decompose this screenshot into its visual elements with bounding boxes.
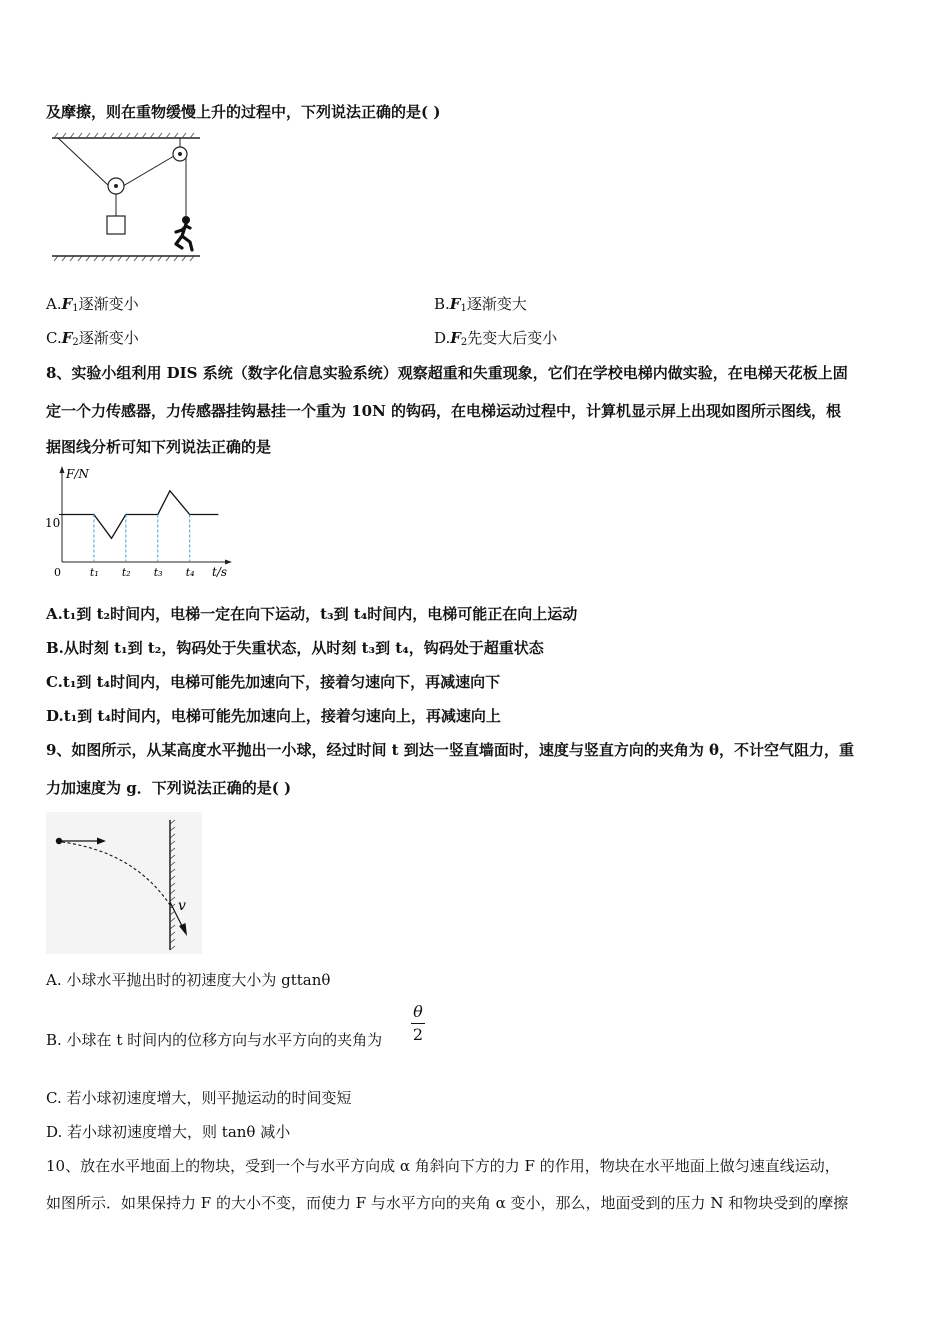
q8-option-c[interactable]: C.t₁到 t₄时间内，电梯可能先加速向下，接着匀速向下，再减速向下 — [46, 673, 501, 691]
q9-option-d[interactable]: D. 若小球初速度增大，则 tanθ 减小 — [46, 1123, 291, 1141]
q9-option-a[interactable]: A. 小球水平抛出时的初速度大小为 gttanθ — [46, 971, 331, 989]
x-tick-t4: t₄ — [185, 566, 195, 579]
q10-line-1: 10、放在水平地面上的物块，受到一个与水平方向成 α 角斜向下方的力 F 的作用，物块在水平地面上做匀速直线运动， — [46, 1157, 840, 1175]
q9-option-c[interactable]: C. 若小球初速度增大，则平抛运动的时间变短 — [46, 1089, 352, 1107]
q7-option-b[interactable]: $B.F_1$逐渐变大 — [434, 295, 527, 314]
q9-line-1: 9、如图所示，从某高度水平抛出一小球，经过时间 t 到达一竖直墙面时，速度与竖直方向的夹角为 θ，不计空气阻力，重 — [46, 741, 855, 759]
q7-option-c[interactable]: $C.F_2$逐渐变小 — [46, 329, 139, 348]
x-tick-t1: t₁ — [89, 566, 99, 579]
q8-option-b[interactable]: B.从时刻 t₁到 t₂，钩码处于失重状态，从时刻 t₃到 t₄，钩码处于超重状态 — [46, 639, 544, 657]
q7-option-a[interactable]: $A.F_1$逐渐变小 — [46, 295, 139, 314]
q10-line-2: 如图所示．如果保持力 F 的大小不变，而使力 F 与水平方向的夹角 α 变小，那么，地面受到的压力 N 和物块受到的摩擦 — [46, 1194, 849, 1212]
q9-option-b-fraction — [411, 1003, 425, 1044]
q8-line-1: 8、实验小组利用 DIS 系统（数字化信息实验系统）观察超重和失重现象，它们在学校电梯内做实验，在电梯天花板上固 — [46, 364, 848, 382]
q7-intro: 及摩擦，则在重物缓慢上升的过程中，下列说法正确的是( ) — [46, 103, 441, 121]
x-tick-t3: t₃ — [153, 566, 163, 579]
fraction-denominator: 2 — [412, 1025, 424, 1044]
q8-option-d[interactable]: D.t₁到 t₄时间内，电梯可能先加速向上，接着匀速向上，再减速向上 — [46, 707, 501, 725]
x-axis-arrow — [225, 560, 232, 565]
ball-icon — [56, 838, 62, 844]
q9-line-2: 力加速度为 g．下列说法正确的是( ) — [46, 779, 292, 797]
force-time-chart — [40, 462, 240, 582]
q8-line-2: 定一个力传感器，力传感器挂钩悬挂一个重为 10N 的钩码，在电梯运动过程中，计算机显示屏上出现如图所示图线，根 — [46, 402, 842, 420]
y-tick-10: 10 — [45, 516, 61, 530]
q7-option-d[interactable]: $D.F_2$先变大后变小 — [434, 329, 558, 348]
y-axis-arrow — [60, 466, 65, 473]
y-axis-label: F/N — [66, 467, 89, 481]
q8-option-a[interactable]: A.t₁到 t₂时间内，电梯一定在向下运动，t₃到 t₄时间内，电梯可能正在向上运动 — [46, 605, 578, 623]
q8-line-3: 据图线分析可知下列说法正确的是 — [46, 438, 272, 456]
x-tick-t2: t₂ — [121, 566, 131, 579]
force-curve — [62, 491, 218, 539]
x-axis-label: t/s — [212, 565, 228, 579]
origin-label: 0 — [54, 566, 61, 579]
q9-option-b[interactable]: B. 小球在 t 时间内的位移方向与水平方向的夹角为 — [46, 1031, 383, 1049]
projectile-figure — [46, 812, 202, 954]
fraction-numerator: θ — [413, 1002, 423, 1021]
velocity-label: v — [178, 898, 186, 914]
pulley-figure — [46, 132, 206, 264]
